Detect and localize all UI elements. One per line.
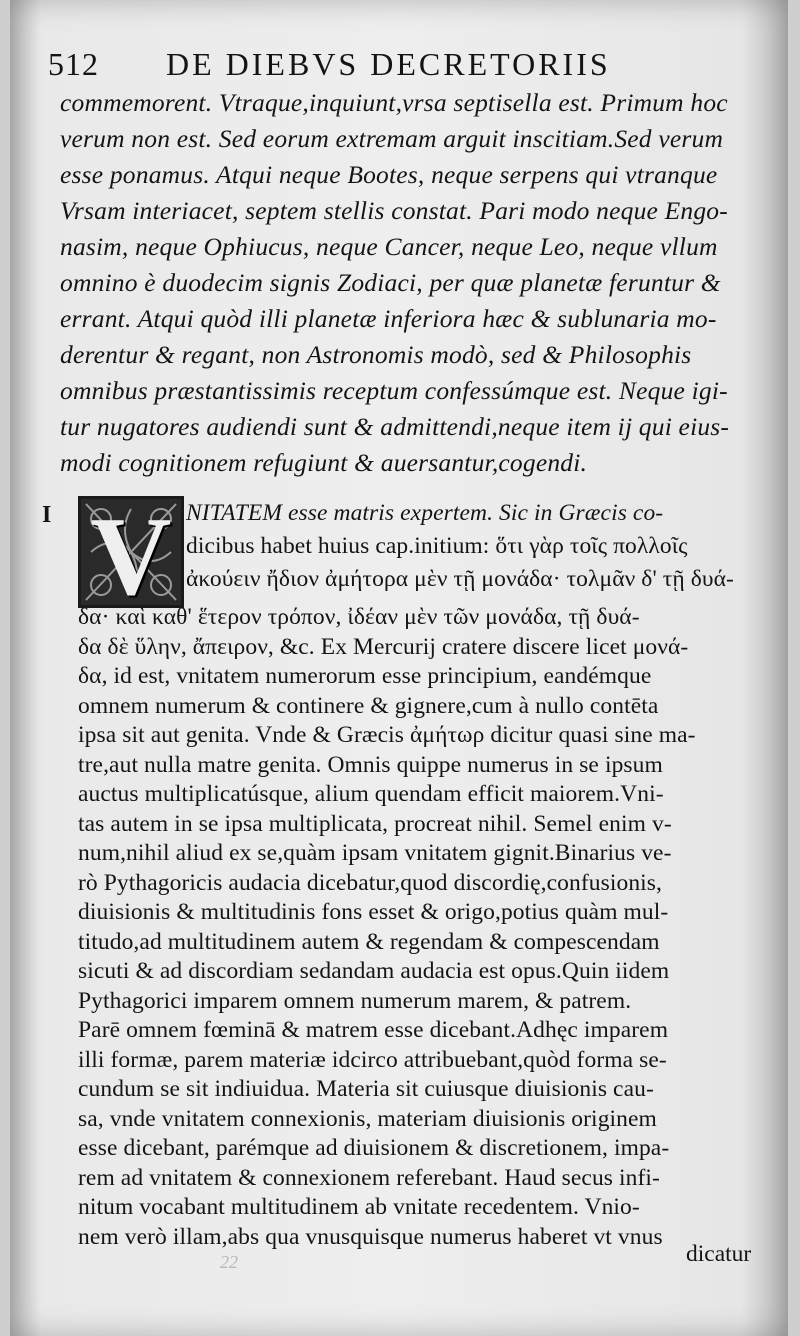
italic-line: esse ponamus. Atqui neque Bootes, neque serpens qui vtranque	[60, 160, 718, 189]
italic-line: Vrsam interiacet, septem stellis constat. Pari modo neque Engo-	[60, 196, 728, 225]
catchword: dicatur	[686, 1241, 752, 1267]
text-line: titudo,ad multitudinem autem & regendam & compescendam	[78, 928, 660, 955]
stray-mark: 22	[220, 1252, 238, 1272]
page-number: 512	[48, 46, 99, 82]
text-line: NITATEM esse matris expertem. Sic in Græcis co-	[186, 500, 664, 526]
text-line: diuisionis & multitudinis fons esset & origo,potius quàm mul-	[78, 899, 669, 925]
italic-line: errant. Atqui quòd illi planetæ inferiora hæc & sublunaria mo-	[60, 304, 717, 333]
italic-line: nasim, neque Ophiucus, neque Cancer, neque Leo, neque vllum	[60, 232, 718, 261]
text-line: cundum se sit indiuidua. Materia sit cuiusque diuisionis cau-	[78, 1076, 654, 1102]
italic-line: verum non est. Sed eorum extremam arguit inscitiam.Sed verum	[60, 124, 724, 153]
text-line: δα δὲ ὕλην, ἄπειρον, &c. Ex Mercurij cratere discere licet μονά-	[78, 633, 689, 660]
text-line: δα, id est, vnitatem numerorum esse principium, eandémque	[78, 663, 652, 689]
text-line: rem ad vnitatem & connexionem referebant. Haud secus infi-	[78, 1164, 660, 1191]
italic-line: omnino è duodecim signis Zodiaci, per quæ planetæ feruntur &	[60, 268, 721, 297]
text-line: ipsa sit aut genita. Vnde & Græcis ἀμήτωρ dicitur quasi sine ma-	[78, 722, 696, 748]
text-line: nem verò illam,abs qua vnusquisque numerus haberet vt vnus	[78, 1223, 663, 1250]
italic-line: derentur & regant, non Astronomis modò, sed & Philosophis	[60, 340, 692, 369]
text-line: nitum vocabant multitudinem ab vnitate recedentem. Vnio-	[78, 1194, 640, 1220]
text-line: ἀκούειν ἤδιον ἀμήτορα μὲν τῇ μονάδα· τολμᾶν δ' τῇ δυά-	[186, 566, 734, 592]
text-line: sicuti & ad discordiam sedandam audacia est opus.Quin iidem	[78, 958, 670, 984]
text-line: dicibus habet huius cap.initium: ὅτι γὰρ τοῖς πολλοῖς	[186, 533, 688, 559]
section-marker: I	[42, 502, 52, 528]
text-line: esse dicebant, parémque ad diuisionem & discretionem, impa-	[78, 1135, 670, 1161]
italic-line: commemorent. Vtraque,inquiunt,vrsa septisella est. Primum hoc	[60, 88, 728, 117]
text-line: auctus multiplicatúsque, alium quendam efficit maiorem.Vni-	[78, 781, 664, 807]
italic-line: tur nugatores audiendi sunt & admittendi,neque item ij qui eius-	[60, 412, 730, 441]
text-line: Pythagorici imparem omnem numerum marem, & patrem.	[78, 987, 632, 1014]
text-line: δα· καὶ καθ' ἕτερον τρόπον, ἰδέαν μὲν τῶν μονάδα, τῇ δυά-	[78, 604, 640, 630]
initial-letter: V	[90, 496, 172, 608]
text-line: num,nihil aliud ex se,quàm ipsam vnitatem gignit.Binarius ve-	[78, 840, 672, 866]
page-header	[48, 40, 748, 88]
text-line: tas autem in se ipsa multiplicata, procreat nihil. Semel enim v-	[78, 810, 672, 837]
running-title: DE DIEBVS DECRETORIIS	[166, 46, 611, 82]
text-line: omnem numerum & continere & gignere,cum à nullo contēta	[78, 692, 659, 719]
decorated-initial	[78, 496, 184, 608]
text-line: sa, vnde vnitatem connexionis, materiam diuisionis originem	[78, 1105, 657, 1132]
italic-line: omnibus præstantissimis receptum confessúmque est. Neque igi-	[60, 376, 728, 405]
italic-line: modi cognitionem refugiunt & auersantur,cogendi.	[60, 448, 588, 477]
text-line: rò Pythagoricis audacia dicebatur,quod discordię,confusionis,	[78, 869, 663, 896]
book-page	[10, 0, 788, 1336]
text-line: tre,aut nulla matre genita. Omnis quippe numerus in se ipsum	[78, 751, 663, 778]
text-line: illi formæ, parem materiæ idcirco attribuebant,quòd forma se-	[78, 1046, 667, 1073]
text-line: Parē omnem fœminā & matrem esse dicebant.Adhęc imparem	[78, 1017, 669, 1043]
